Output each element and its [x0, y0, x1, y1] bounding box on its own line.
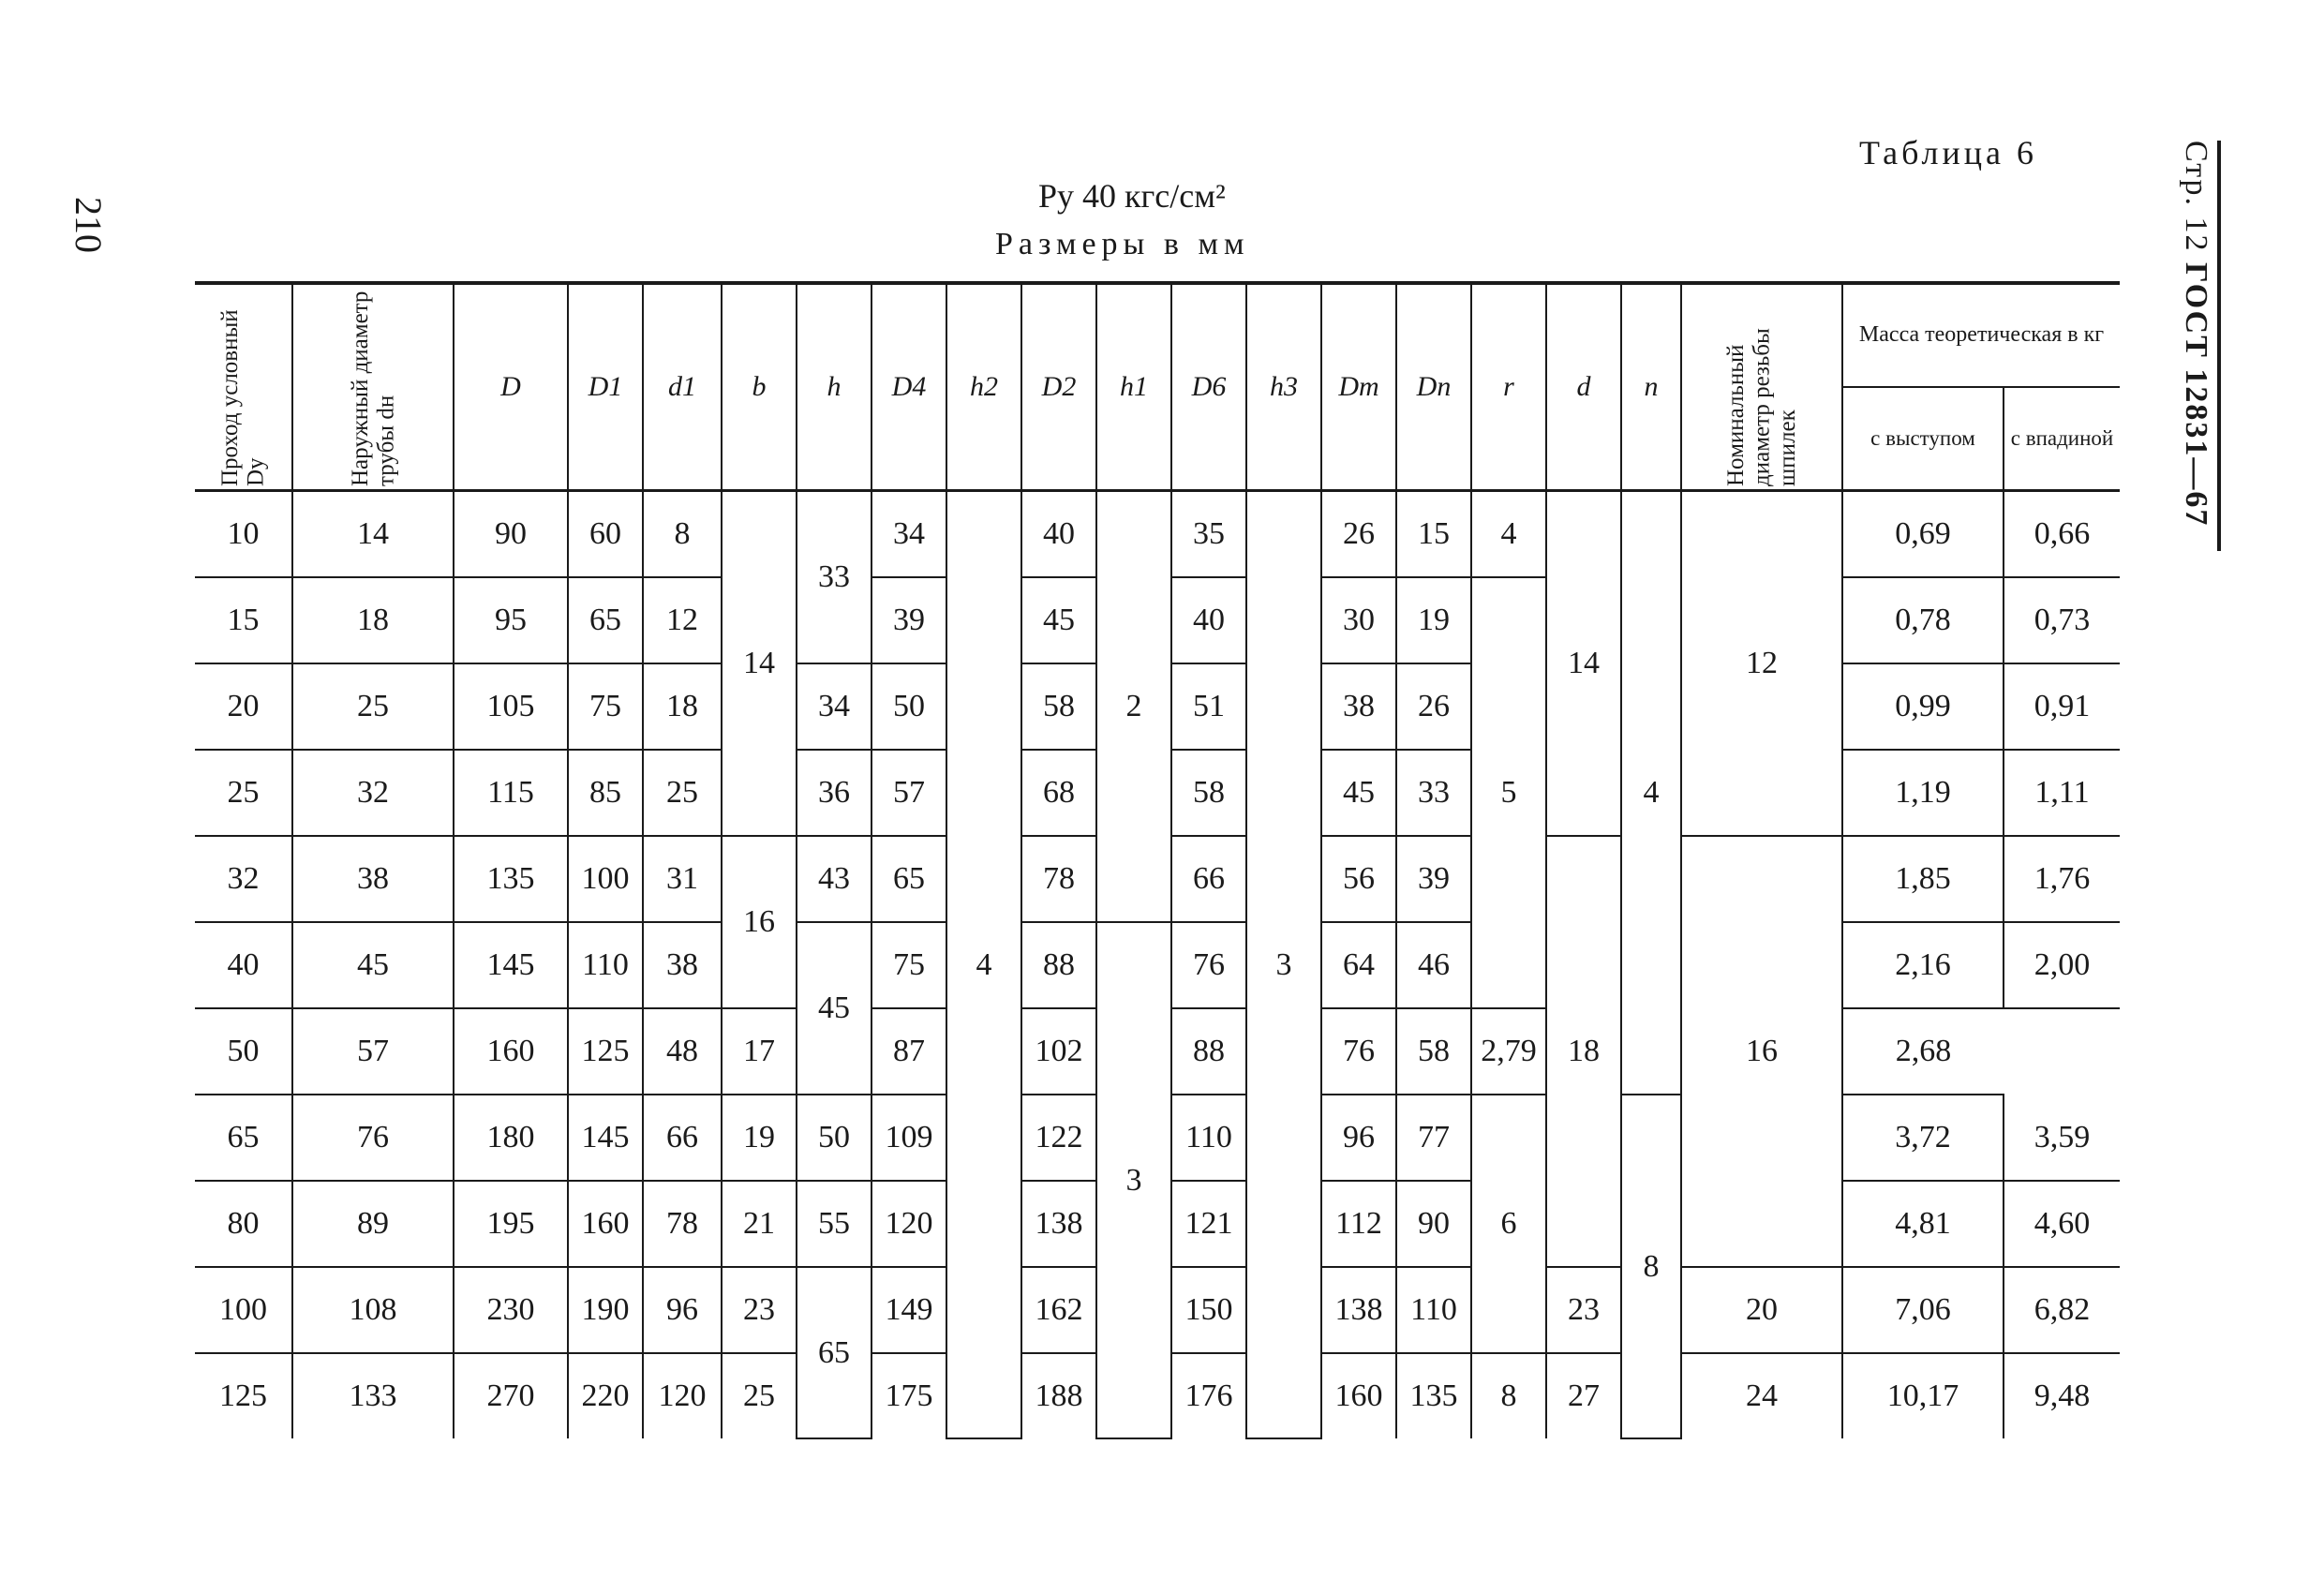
cell-D6: 110 — [1171, 1095, 1246, 1181]
cell-r: 6 — [1471, 1095, 1546, 1353]
cell-Dn: 15 — [1396, 491, 1471, 578]
header-d: d — [1546, 283, 1621, 491]
cell-D4: 75 — [872, 922, 946, 1008]
cell-h: 43 — [797, 836, 872, 922]
cell-mass-recess: 2,68 — [1842, 1008, 2004, 1095]
cell-D6: 76 — [1171, 922, 1246, 1008]
cell-n: 4 — [1621, 491, 1681, 1095]
cell-D1: 160 — [568, 1181, 643, 1267]
page-number: 210 — [67, 197, 110, 253]
cell-D4: 120 — [872, 1181, 946, 1267]
cell-dn: 18 — [292, 577, 454, 663]
cell-D4: 87 — [872, 1008, 946, 1095]
cell-D1: 60 — [568, 491, 643, 578]
side-page-ref: Стр. 12 — [2179, 141, 2213, 253]
cell-dy: 15 — [195, 577, 292, 663]
header-mass-with-recess: с впадиной — [2004, 387, 2120, 491]
cell-Dm: 96 — [1321, 1095, 1396, 1181]
cell-h: 65 — [797, 1267, 872, 1438]
cell-h3: 3 — [1246, 491, 1321, 1439]
cell-dy: 40 — [195, 922, 292, 1008]
cell-D4: 34 — [872, 491, 946, 578]
cell-dn: 25 — [292, 663, 454, 750]
cell-mass-recess: 9,48 — [2004, 1353, 2120, 1438]
cell-D: 145 — [454, 922, 568, 1008]
cell-Dn: 39 — [1396, 836, 1471, 922]
table-caption: Таблица 6 — [1859, 134, 2037, 171]
cell-D4: 39 — [872, 577, 946, 663]
header-D4: D4 — [872, 283, 946, 491]
cell-d1: 78 — [643, 1181, 722, 1267]
cell-r: 8 — [1471, 1353, 1546, 1438]
cell-Dm: 56 — [1321, 836, 1396, 922]
cell-h: 55 — [797, 1181, 872, 1267]
cell-D2: 122 — [1021, 1095, 1096, 1181]
cell-D4: 175 — [872, 1353, 946, 1438]
cell-D2: 58 — [1021, 663, 1096, 750]
cell-D4: 149 — [872, 1267, 946, 1353]
cell-d: 27 — [1546, 1353, 1621, 1438]
cell-Dm: 38 — [1321, 663, 1396, 750]
cell-Dm: 26 — [1321, 491, 1396, 578]
cell-mass-protrusion: 2,16 — [1842, 922, 2004, 1008]
cell-r: 5 — [1471, 577, 1546, 1008]
cell-D2: 102 — [1021, 1008, 1096, 1095]
cell-d: 18 — [1546, 836, 1621, 1267]
cell-dn: 14 — [292, 491, 454, 578]
header-n: n — [1621, 283, 1681, 491]
cell-mass-protrusion: 10,17 — [1842, 1353, 2004, 1438]
header-mass-with-protrusion: с выступом — [1842, 387, 2004, 491]
cell-Dn: 110 — [1396, 1267, 1471, 1353]
cell-dn: 76 — [292, 1095, 454, 1181]
cell-mass-protrusion: 0,99 — [1842, 663, 2004, 750]
cell-D: 95 — [454, 577, 568, 663]
cell-h: 45 — [797, 922, 872, 1095]
cell-dy: 125 — [195, 1353, 292, 1438]
cell-Dn: 77 — [1396, 1095, 1471, 1181]
header-d1: d1 — [643, 283, 722, 491]
cell-D6: 40 — [1171, 577, 1246, 663]
cell-Dm: 76 — [1321, 1008, 1396, 1095]
cell-D2: 88 — [1021, 922, 1096, 1008]
header-h: h — [797, 283, 872, 491]
cell-b: 16 — [722, 836, 797, 1008]
cell-D2: 40 — [1021, 491, 1096, 578]
cell-d: 23 — [1546, 1267, 1621, 1353]
cell-Dn: 19 — [1396, 577, 1471, 663]
cell-thread: 16 — [1681, 836, 1842, 1267]
cell-D2: 45 — [1021, 577, 1096, 663]
side-reference — [2178, 141, 2221, 551]
cell-b: 19 — [722, 1095, 797, 1181]
cell-r: 4 — [1471, 491, 1546, 578]
cell-d1: 31 — [643, 836, 722, 922]
cell-D1: 85 — [568, 750, 643, 836]
header-nominal-bore: Проход условный Dy — [195, 283, 292, 491]
cell-thread: 12 — [1681, 491, 1842, 837]
cell-D4: 50 — [872, 663, 946, 750]
cell-h: 50 — [797, 1095, 872, 1181]
header-b: b — [722, 283, 797, 491]
cell-thread: 24 — [1681, 1353, 1842, 1438]
cell-Dn: 46 — [1396, 922, 1471, 1008]
cell-D2: 138 — [1021, 1181, 1096, 1267]
cell-mass-recess: 2,00 — [2004, 922, 2120, 1008]
header-Dm: Dm — [1321, 283, 1396, 491]
cell-b: 23 — [722, 1267, 797, 1353]
cell-dn: 32 — [292, 750, 454, 836]
cell-mass-recess: 1,76 — [2004, 836, 2120, 922]
cell-D6: 121 — [1171, 1181, 1246, 1267]
cell-mass-protrusion: 2,79 — [1471, 1008, 1546, 1095]
header-h3: h3 — [1246, 283, 1321, 491]
cell-b: 21 — [722, 1181, 797, 1267]
cell-dy: 50 — [195, 1008, 292, 1095]
cell-h: 36 — [797, 750, 872, 836]
cell-dn: 108 — [292, 1267, 454, 1353]
cell-mass-protrusion: 7,06 — [1842, 1267, 2004, 1353]
cell-D: 270 — [454, 1353, 568, 1438]
cell-d1: 18 — [643, 663, 722, 750]
cell-dy: 25 — [195, 750, 292, 836]
cell-d1: 25 — [643, 750, 722, 836]
cell-dn: 45 — [292, 922, 454, 1008]
cell-dn: 89 — [292, 1181, 454, 1267]
cell-D4: 57 — [872, 750, 946, 836]
cell-Dm: 64 — [1321, 922, 1396, 1008]
flange-dimensions-table — [195, 281, 2120, 1439]
cell-Dn: 90 — [1396, 1181, 1471, 1267]
cell-mass-recess: 0,66 — [2004, 491, 2120, 578]
cell-h: 34 — [797, 663, 872, 750]
cell-thread: 20 — [1681, 1267, 1842, 1353]
cell-Dm: 30 — [1321, 577, 1396, 663]
cell-D1: 65 — [568, 577, 643, 663]
cell-n: 8 — [1621, 1095, 1681, 1438]
cell-mass-protrusion: 1,85 — [1842, 836, 2004, 922]
cell-D4: 109 — [872, 1095, 946, 1181]
cell-h1: 3 — [1096, 922, 1171, 1438]
header-h1: h1 — [1096, 283, 1171, 491]
cell-D2: 162 — [1021, 1267, 1096, 1353]
cell-D1: 145 — [568, 1095, 643, 1181]
cell-h1: 2 — [1096, 491, 1171, 923]
cell-D1: 75 — [568, 663, 643, 750]
cell-D1: 125 — [568, 1008, 643, 1095]
cell-mass-protrusion: 0,69 — [1842, 491, 2004, 578]
cell-dy: 32 — [195, 836, 292, 922]
cell-Dn: 33 — [1396, 750, 1471, 836]
cell-D: 135 — [454, 836, 568, 922]
cell-mass-recess: 4,60 — [2004, 1181, 2120, 1267]
cell-D4: 65 — [872, 836, 946, 922]
cell-D: 160 — [454, 1008, 568, 1095]
header-D: D — [454, 283, 568, 491]
cell-mass-recess: 3,59 — [2004, 1095, 2120, 1181]
cell-dn: 38 — [292, 836, 454, 922]
cell-D6: 66 — [1171, 836, 1246, 922]
cell-D: 195 — [454, 1181, 568, 1267]
cell-d1: 12 — [643, 577, 722, 663]
cell-Dm: 138 — [1321, 1267, 1396, 1353]
cell-D6: 176 — [1171, 1353, 1246, 1438]
cell-D6: 51 — [1171, 663, 1246, 750]
cell-D: 115 — [454, 750, 568, 836]
cell-d1: 48 — [643, 1008, 722, 1095]
side-standard-ref: ГОСТ 12831—67 — [2179, 262, 2213, 528]
cell-D6: 88 — [1171, 1008, 1246, 1095]
cell-D2: 78 — [1021, 836, 1096, 922]
cell-D: 90 — [454, 491, 568, 578]
cell-D: 180 — [454, 1095, 568, 1181]
header-theoretical-mass: Масса теоретическая в кг — [1842, 283, 2120, 387]
cell-h: 33 — [797, 491, 872, 664]
cell-mass-protrusion: 0,78 — [1842, 577, 2004, 663]
cell-dy: 80 — [195, 1181, 292, 1267]
cell-D: 105 — [454, 663, 568, 750]
cell-dy: 65 — [195, 1095, 292, 1181]
cell-D6: 58 — [1171, 750, 1246, 836]
cell-dy: 100 — [195, 1267, 292, 1353]
header-stud-thread-diameter: Номинальный диаметр резьбы шпилек — [1681, 283, 1842, 491]
cell-D2: 68 — [1021, 750, 1096, 836]
cell-Dm: 45 — [1321, 750, 1396, 836]
cell-D: 230 — [454, 1267, 568, 1353]
cell-Dn: 135 — [1396, 1353, 1471, 1438]
cell-D1: 220 — [568, 1353, 643, 1438]
cell-D1: 190 — [568, 1267, 643, 1353]
cell-Dn: 58 — [1396, 1008, 1471, 1095]
header-Dn: Dn — [1396, 283, 1471, 491]
cell-h2: 4 — [946, 491, 1021, 1439]
cell-dy: 10 — [195, 491, 292, 578]
header-h2: h2 — [946, 283, 1021, 491]
cell-mass-recess: 0,73 — [2004, 577, 2120, 663]
cell-D2: 188 — [1021, 1353, 1096, 1438]
cell-d1: 66 — [643, 1095, 722, 1181]
header-r: r — [1471, 283, 1546, 491]
nominal-pressure: Py 40 кгс/см² — [1038, 177, 1226, 215]
cell-dn: 57 — [292, 1008, 454, 1095]
cell-mass-recess: 0,91 — [2004, 663, 2120, 750]
cell-dn: 133 — [292, 1353, 454, 1438]
cell-Dm: 112 — [1321, 1181, 1396, 1267]
header-D6: D6 — [1171, 283, 1246, 491]
header-pipe-outer-diameter: Наружный диаметр трубы dн — [292, 283, 454, 491]
cell-mass-protrusion: 3,72 — [1842, 1095, 2004, 1181]
header-D2: D2 — [1021, 283, 1096, 491]
cell-D6: 150 — [1171, 1267, 1246, 1353]
cell-mass-protrusion: 1,19 — [1842, 750, 2004, 836]
cell-d1: 120 — [643, 1353, 722, 1438]
cell-d1: 38 — [643, 922, 722, 1008]
table-row — [195, 491, 2120, 578]
cell-Dm: 160 — [1321, 1353, 1396, 1438]
cell-D1: 100 — [568, 836, 643, 922]
cell-mass-recess: 6,82 — [2004, 1267, 2120, 1353]
cell-b: 14 — [722, 491, 797, 837]
units-caption: Размеры в мм — [995, 227, 1250, 261]
cell-d: 14 — [1546, 491, 1621, 837]
header-D1: D1 — [568, 283, 643, 491]
cell-b: 17 — [722, 1008, 797, 1095]
cell-dy: 20 — [195, 663, 292, 750]
cell-mass-recess: 1,11 — [2004, 750, 2120, 836]
cell-mass-protrusion: 4,81 — [1842, 1181, 2004, 1267]
cell-d1: 8 — [643, 491, 722, 578]
cell-b: 25 — [722, 1353, 797, 1438]
cell-d1: 96 — [643, 1267, 722, 1353]
cell-D6: 35 — [1171, 491, 1246, 578]
cell-Dn: 26 — [1396, 663, 1471, 750]
cell-D1: 110 — [568, 922, 643, 1008]
